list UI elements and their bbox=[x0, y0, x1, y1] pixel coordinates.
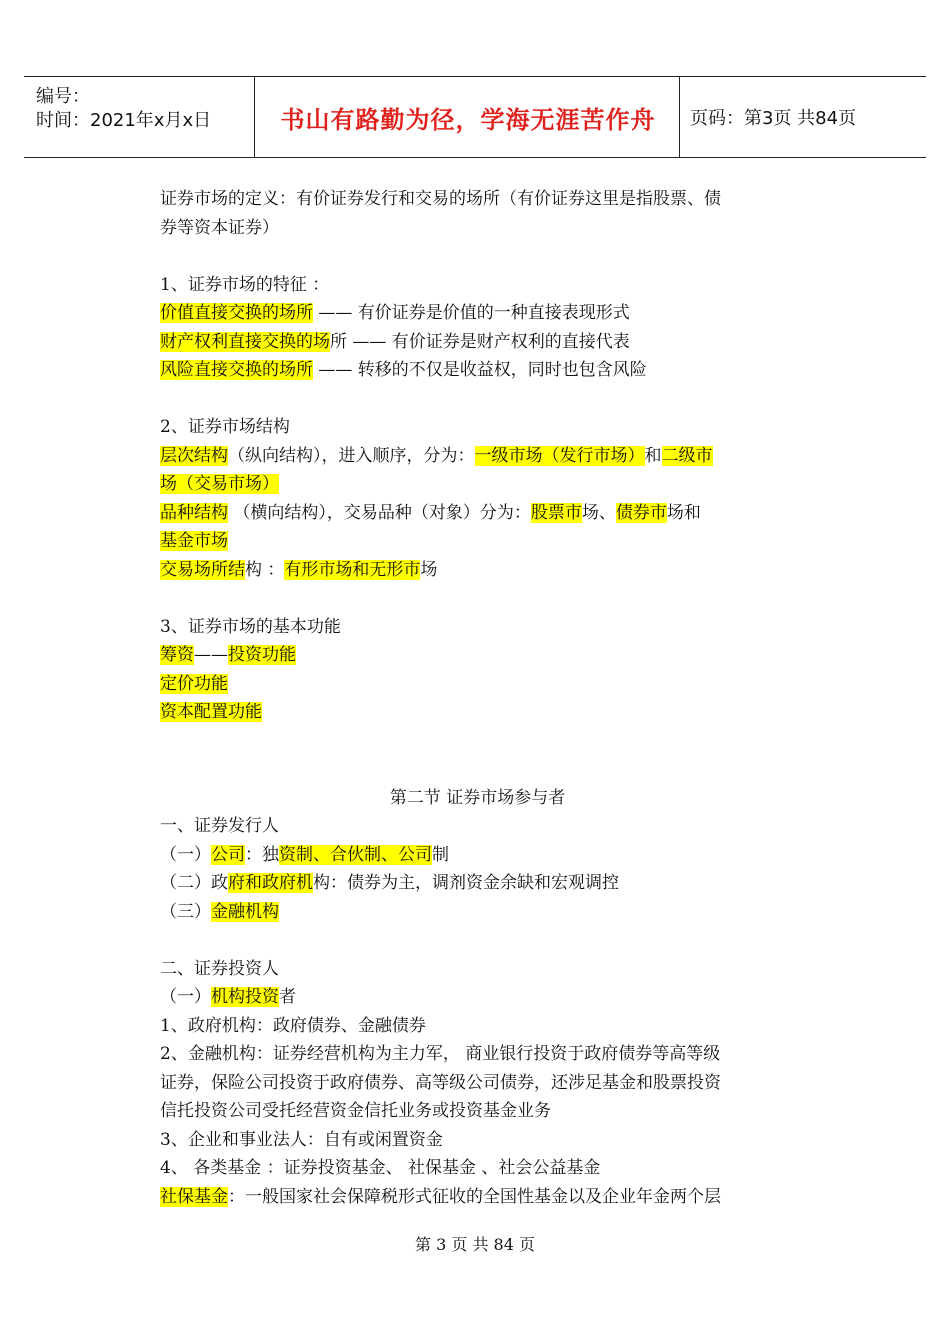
feature-item bbox=[160, 356, 795, 385]
text: —— bbox=[194, 645, 228, 665]
structure-item bbox=[160, 527, 795, 556]
text: 场和 bbox=[666, 502, 701, 523]
highlight: 定价功能 bbox=[160, 673, 228, 694]
investor-item bbox=[160, 983, 795, 1012]
text: 和 bbox=[644, 445, 662, 466]
highlight: 二级市 bbox=[661, 445, 713, 466]
highlight: 资本配置功能 bbox=[160, 702, 262, 722]
highlight: 金融机构 bbox=[211, 901, 279, 922]
highlight: 场（交易市场） bbox=[160, 474, 279, 494]
section-heading: 3、证券市场的基本功能 bbox=[160, 616, 341, 637]
text: 者 bbox=[279, 987, 296, 1007]
text: —— 有价证券是价值的一种直接表现形式 bbox=[313, 303, 630, 323]
subsection-heading: 二、证券投资人 bbox=[160, 958, 279, 979]
document-body bbox=[160, 185, 795, 1211]
section-heading: 2、证券市场结构 bbox=[160, 417, 290, 437]
text: 构 ： bbox=[245, 559, 285, 580]
feature-item bbox=[160, 328, 795, 357]
investor-line: 3、企业和事业法人：自有或闲置资金 bbox=[160, 1129, 443, 1150]
structure-item bbox=[160, 442, 795, 471]
highlight: 府和政府机 bbox=[228, 873, 313, 893]
highlight: 基金市场 bbox=[160, 531, 228, 551]
highlight: 财产权利直接交换的场 bbox=[160, 331, 330, 352]
highlight: 价值直接交换的场所 bbox=[160, 303, 313, 323]
text: ：独 bbox=[245, 844, 279, 865]
text: 制 bbox=[432, 844, 449, 865]
text: （纵向结构），进入顺序，分为： bbox=[228, 445, 475, 466]
issuer-item bbox=[160, 898, 795, 927]
function-item bbox=[160, 670, 795, 699]
header-divider bbox=[679, 77, 680, 157]
header-page-info: 页码：第3页 共84页 bbox=[690, 108, 857, 129]
text: 场 bbox=[420, 559, 438, 580]
highlight: 一级市场（发行市场） bbox=[474, 445, 645, 466]
highlight: 品种结构 bbox=[160, 502, 228, 523]
issuer-item bbox=[160, 869, 795, 898]
highlight: 资制、合伙制、公司 bbox=[279, 844, 432, 865]
investor-line bbox=[160, 1183, 795, 1212]
highlight: 有形市场和无形市 bbox=[284, 559, 421, 580]
text: （横向结构），交易品种（对象）分为： bbox=[228, 502, 531, 523]
investor-line: 4、 各类基金 ：证券投资基金、 社保基金 、社会公益基金 bbox=[160, 1158, 601, 1178]
investor-line: 1、政府机构：政府债券、金融债券 bbox=[160, 1015, 426, 1036]
highlight: 筹资 bbox=[160, 645, 194, 665]
definition-line: 证券市场的定义：有价证券发行和交易的场所（有价证券这里是指股票、债 bbox=[160, 189, 721, 209]
function-item bbox=[160, 641, 795, 670]
text: 场、 bbox=[581, 502, 616, 523]
header-meta bbox=[36, 85, 211, 133]
highlight: 交易场所结 bbox=[160, 559, 245, 580]
page-footer: 第 3 页 共 84 页 bbox=[415, 1235, 535, 1254]
highlight: 社保基金 bbox=[160, 1186, 228, 1207]
highlight: 债券市 bbox=[615, 502, 667, 523]
text: —— 转移的不仅是收益权，同时也包含风险 bbox=[313, 360, 647, 380]
page-header bbox=[24, 76, 926, 158]
highlight: 投资功能 bbox=[228, 645, 296, 665]
highlight: 股票市 bbox=[530, 502, 582, 523]
structure-item bbox=[160, 499, 795, 528]
investor-line: 2、金融机构：证券经营机构为主力军， 商业银行投资于政府债券等高等级 bbox=[160, 1044, 721, 1064]
text: （一） bbox=[160, 987, 211, 1007]
text: 构：债券为主，调剂资金余缺和宏观调控 bbox=[313, 873, 619, 893]
text: 所 —— 有价证券是财产权利的直接代表 bbox=[330, 331, 630, 352]
structure-item bbox=[160, 470, 795, 499]
highlight: 风险直接交换的场所 bbox=[160, 360, 313, 380]
code-label: 编号： bbox=[36, 86, 90, 107]
investor-line: 证券，保险公司投资于政府债券、高等级公司债券，还涉足基金和股票投资 bbox=[160, 1072, 721, 1093]
subsection-heading: 一、证券发行人 bbox=[160, 816, 279, 836]
header-motto: 书山有路勤为径，学海无涯苦作舟 bbox=[280, 105, 656, 134]
header-divider bbox=[254, 77, 255, 157]
function-item bbox=[160, 698, 795, 727]
issuer-item bbox=[160, 841, 795, 870]
text: （一） bbox=[160, 844, 211, 865]
section-title: 第二节 证券市场参与者 bbox=[389, 787, 566, 808]
highlight: 机构投资 bbox=[211, 987, 279, 1007]
highlight: 公司 bbox=[211, 844, 245, 865]
feature-item bbox=[160, 299, 795, 328]
structure-item bbox=[160, 556, 795, 585]
investor-line: 信托投资公司受托经营资金信托业务或投资基金业务 bbox=[160, 1101, 551, 1121]
section-heading: 1、证券市场的特征 ： bbox=[160, 274, 330, 295]
highlight: 层次结构 bbox=[160, 445, 228, 466]
text: （二）政 bbox=[160, 873, 228, 893]
definition-line: 券等资本证券） bbox=[160, 217, 279, 238]
text: （三） bbox=[160, 901, 211, 922]
text: ：一般国家社会保障税形式征收的全国性基金以及企业年金两个层 bbox=[228, 1186, 721, 1207]
time-label: 时间：2021年x月x日 bbox=[36, 110, 212, 131]
